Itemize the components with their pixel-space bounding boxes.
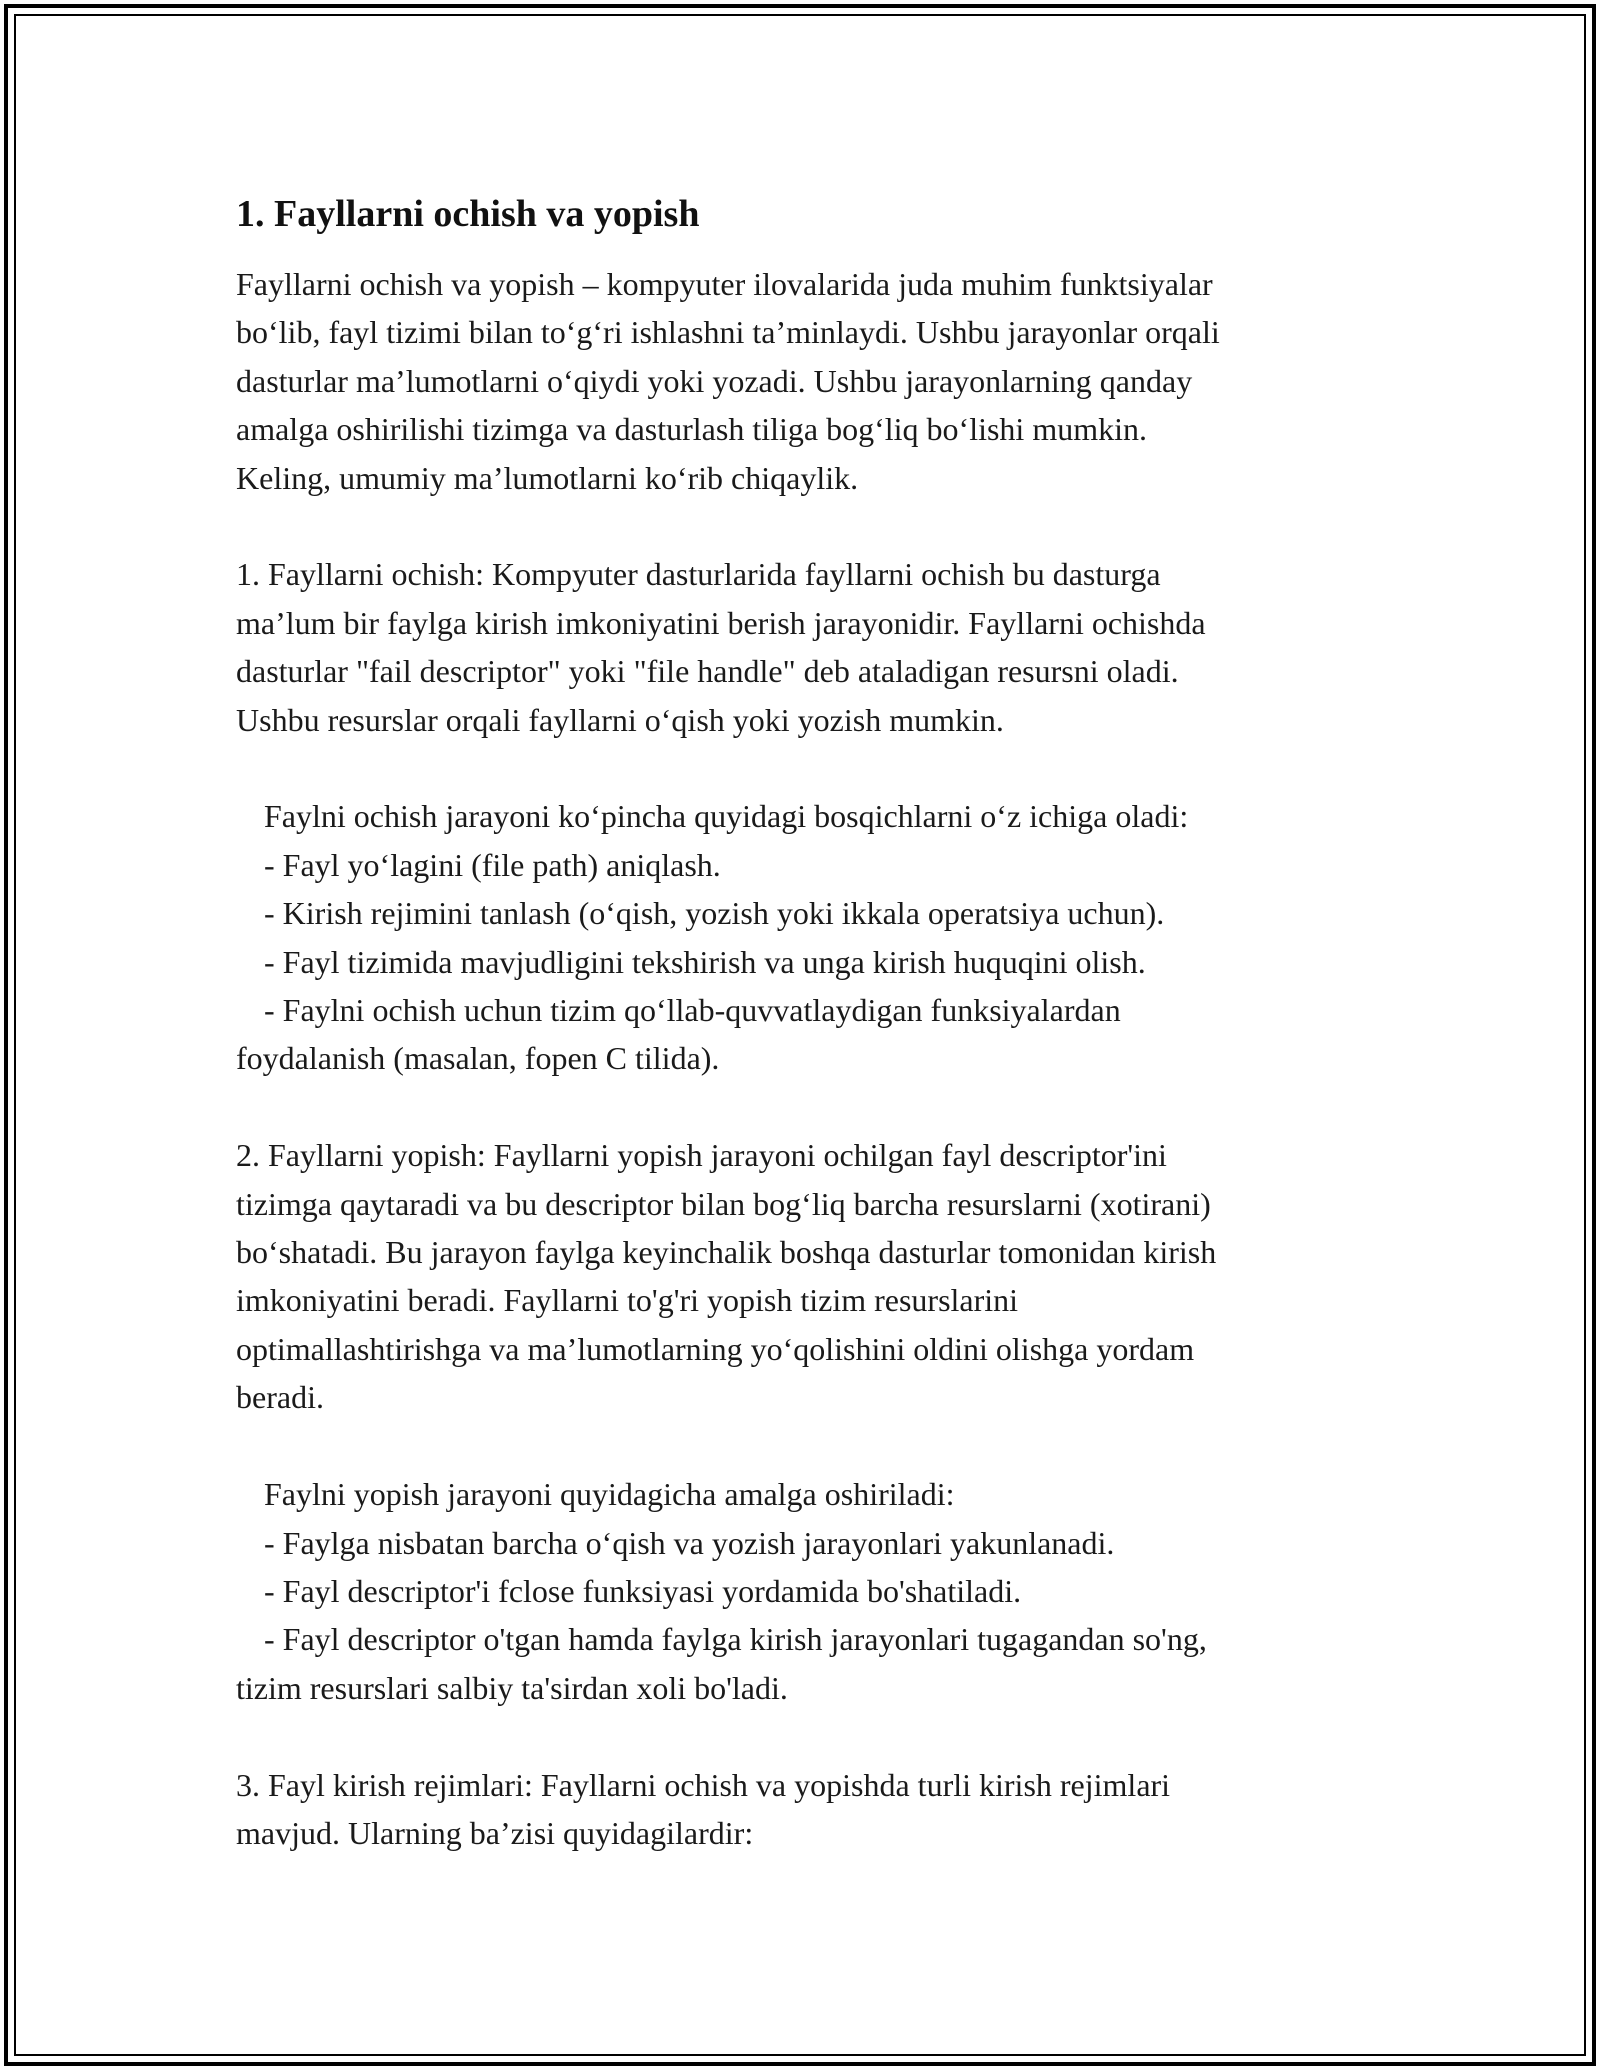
list-item-continuation: tizim resurslari salbiy ta'sirdan xoli bo'ladi. — [236, 1669, 788, 1706]
text-line: beradi. — [236, 1379, 324, 1416]
opening-steps-list — [236, 792, 1386, 1082]
text-line: Ushbu resurslar orqali fayllarni o‘qish yoki yozish mumkin. — [236, 701, 1004, 738]
paragraph-spacer — [236, 744, 1386, 792]
text-line: 2. Fayllarni yopish: Fayllarni yopish jarayoni ochilgan fayl descriptor'ini — [236, 1137, 1167, 1174]
list-item: - Faylga nisbatan barcha o‘qish va yozish jarayonlari yakunlanadi. — [264, 1524, 1115, 1561]
text-line: dasturlar ma’lumotlarni o‘qiydi yoki yozadi. Ushbu jarayonlarning qanday — [236, 362, 1193, 399]
list-intro-line: Faylni ochish jarayoni ko‘pincha quyidagi bosqichlarni o‘z ichiga oladi: — [264, 798, 1189, 835]
text-line: amalga oshirilishi tizimga va dasturlash tiliga bog‘liq bo‘lishi mumkin. — [236, 411, 1147, 448]
closing-files-paragraph — [236, 1131, 1386, 1421]
text-line: tizimga qaytaradi va bu descriptor bilan bog‘liq barcha resurslarni (xotirani) — [236, 1185, 1211, 1222]
opening-files-paragraph — [236, 550, 1386, 744]
list-item: - Fayl yo‘lagini (file path) aniqlash. — [264, 846, 721, 883]
text-line: 1. Fayllarni ochish: Kompyuter dasturlarida fayllarni ochish bu dasturga — [236, 556, 1161, 593]
section-heading: 1. Fayllarni ochish va yopish — [236, 193, 700, 235]
text-line: optimallashtirishga va ma’lumotlarning yo‘qolishini oldini olishga yordam — [236, 1330, 1195, 1367]
text-line: Fayllarni ochish va yopish – kompyuter ilovalarida juda muhim funktsiyalar — [236, 266, 1213, 302]
text-line: mavjud. Ularning ba’zisi quyidagilardir: — [236, 1814, 754, 1851]
list-intro-line: Faylni yopish jarayoni quyidagicha amalga oshiriladi: — [264, 1476, 955, 1513]
list-item: - Fayl descriptor o'tgan hamda faylga kirish jarayonlari tugagandan so'ng, — [264, 1621, 1207, 1658]
list-item: - Fayl tizimida mavjudligini tekshirish va unga kirish huquqini olish. — [264, 943, 1146, 980]
list-item: - Faylni ochish uchun tizim qo‘llab-quvvatlaydigan funksiyalardan — [264, 992, 1121, 1029]
paragraph-spacer — [236, 1083, 1386, 1131]
list-item-continuation: foydalanish (masalan, fopen C tilida). — [236, 1040, 720, 1077]
paragraph-spacer — [236, 502, 1386, 550]
text-line: ma’lum bir faylga kirish imkoniyatini berish jarayonidir. Fayllarni ochishda — [236, 604, 1206, 641]
paragraph-spacer — [236, 1422, 1386, 1470]
paragraph-spacer — [236, 1712, 1386, 1760]
closing-steps-list — [236, 1470, 1386, 1712]
access-modes-paragraph — [236, 1761, 1386, 1858]
text-line: 3. Fayl kirish rejimlari: Fayllarni ochish va yopishda turli kirish rejimlari — [236, 1766, 1171, 1803]
list-item: - Fayl descriptor'i fclose funksiyasi yordamida bo'shatiladi. — [264, 1572, 1022, 1609]
text-line: Keling, umumiy ma’lumotlarni ko‘rib chiqaylik. — [236, 459, 859, 496]
text-line: dasturlar "fail descriptor" yoki "file handle" deb ataladigan resursni oladi. — [236, 653, 1179, 690]
document-body — [236, 186, 1386, 1857]
text-line: bo‘shatadi. Bu jarayon faylga keyinchalik boshqa dasturlar tomonidan kirish — [236, 1234, 1217, 1271]
text-line: imkoniyatini beradi. Fayllarni to'g'ri yopish tizim resurslarini — [236, 1282, 1019, 1319]
text-line: bo‘lib, fayl tizimi bilan to‘g‘ri ishlashni ta’minlaydi. Ushbu jarayonlar orqali — [236, 314, 1220, 351]
list-item: - Kirish rejimini tanlash (o‘qish, yozish yoki ikkala operatsiya uchun). — [264, 895, 1165, 932]
intro-paragraph — [236, 260, 1386, 502]
